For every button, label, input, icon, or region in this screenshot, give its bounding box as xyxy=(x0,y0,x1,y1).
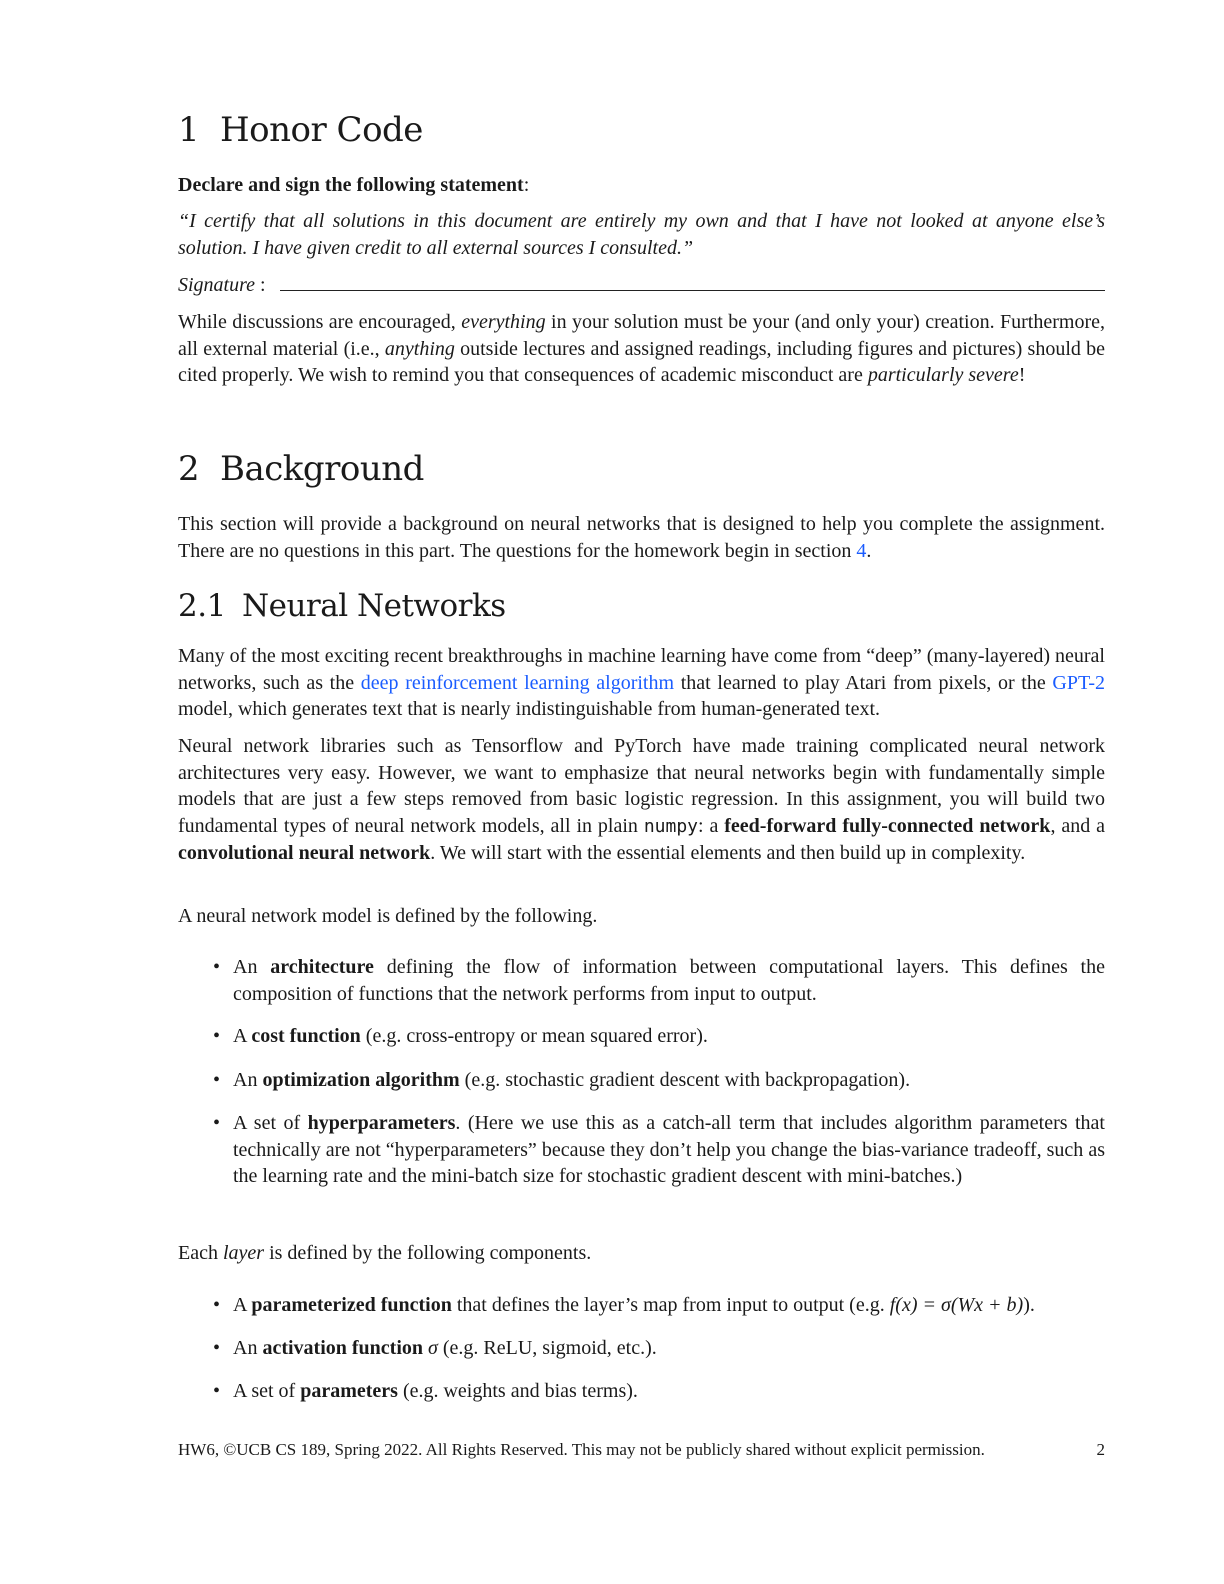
text: A xyxy=(233,1025,252,1047)
text: A set of xyxy=(233,1380,301,1402)
bullet-icon: • xyxy=(213,1294,221,1316)
text: model, which generates text that is nearly indistinguishable from human-generated text. xyxy=(178,698,881,720)
text: that defines the layer’s map from input to output (e.g. xyxy=(451,1294,890,1316)
text: A set of xyxy=(233,1112,308,1134)
bold-term: convolutional neural network xyxy=(178,842,431,864)
bold-term: cost function xyxy=(251,1025,361,1047)
text: . (Here we use this as a catch-all term that includes algorithm parameters that technically are not “hyperparameters” because they don’t help you change the bias-variance tradeoff, such as the learning rate and the mini-batch size for stochastic gradient descent with mini-batches.) xyxy=(233,1112,1105,1187)
text: . xyxy=(866,539,872,562)
bullet-icon: • xyxy=(213,1337,221,1359)
list-item xyxy=(213,1378,1105,1405)
section-title: Honor Code xyxy=(220,110,423,150)
text: While discussions are encouraged, xyxy=(178,311,462,333)
section-2-1-heading xyxy=(178,588,506,624)
signature-row xyxy=(178,272,1105,299)
section-2-heading xyxy=(178,449,424,489)
quote-text: “I certify that all solutions in this document are entirely my own and that I have not looked at anyone else’s solution. I have given credit to all external sources I consulted.” xyxy=(178,210,1105,259)
footer-text: HW6, ©UCB CS 189, Spring 2022. All Rights Reserved. This may not be publicly shared without explicit permission. xyxy=(178,1440,985,1459)
section-number: 2 xyxy=(178,449,200,489)
declare-colon: : xyxy=(523,174,530,196)
bullet-icon: • xyxy=(213,956,221,978)
section-number: 2.1 xyxy=(178,588,226,624)
text: ! xyxy=(1018,364,1026,386)
list-item xyxy=(213,1110,1105,1190)
page-number: 2 xyxy=(1096,1440,1105,1459)
gpt2-link[interactable]: GPT-2 xyxy=(1052,671,1106,694)
bold-term: feed-forward fully-connected network xyxy=(724,814,1051,837)
text: : a xyxy=(698,814,725,837)
signature-line[interactable] xyxy=(280,290,1105,291)
list-item xyxy=(213,1023,1105,1050)
bullet-icon: • xyxy=(213,1025,221,1047)
bold-term: parameters xyxy=(300,1380,398,1402)
declare-heading xyxy=(178,172,1105,199)
list-item xyxy=(213,1292,1105,1319)
text: outside lectures and assigned readings, including figures and pictures) should be cited properly. We wish to remind you that consequences of academic misconduct are xyxy=(178,337,1105,386)
nn-paragraph-2 xyxy=(178,733,1105,867)
bullet-icon: • xyxy=(213,1112,221,1134)
text: defining the flow of information between computational layers. This defines the composition of functions that the network performs from input to output. xyxy=(233,956,1105,1005)
bold-term: optimization algorithm xyxy=(262,1069,460,1091)
text: ). xyxy=(1023,1294,1035,1316)
text: in your solution must be your (and only your) creation. Furthermore, all external material (i.e., xyxy=(178,311,1105,360)
page-footer xyxy=(178,1440,1105,1460)
text: . We will start with the essential elements and then build up in complexity. xyxy=(430,842,1026,864)
bullet-icon: • xyxy=(213,1069,221,1091)
text: An xyxy=(233,956,271,978)
bold-term: activation function xyxy=(262,1337,424,1359)
list-item xyxy=(213,1335,1105,1362)
honor-paragraph xyxy=(178,309,1105,389)
section-1-heading xyxy=(178,110,423,150)
section-title: Background xyxy=(220,449,424,489)
text: (e.g. ReLU, sigmoid, etc.). xyxy=(437,1337,657,1359)
signature-colon: : xyxy=(255,274,266,296)
bullet-icon: • xyxy=(213,1380,221,1402)
deep-rl-link[interactable]: deep reinforcement learning algorithm xyxy=(360,671,675,694)
nn-paragraph-1 xyxy=(178,643,1105,723)
text: (e.g. stochastic gradient descent with backpropagation). xyxy=(459,1069,911,1091)
layer-intro xyxy=(178,1240,1105,1267)
section-number: 1 xyxy=(178,110,200,150)
text: (e.g. cross-entropy or mean squared error). xyxy=(360,1025,708,1047)
section-4-link[interactable]: 4 xyxy=(856,539,867,562)
bold-term: parameterized function xyxy=(251,1294,452,1316)
emphasis: particularly severe xyxy=(867,364,1019,386)
text: An xyxy=(233,1337,263,1359)
background-paragraph xyxy=(178,511,1105,564)
text: that learned to play Atari from pixels, or the xyxy=(674,671,1053,694)
text: is defined by the following components. xyxy=(264,1242,592,1264)
text: (e.g. weights and bias terms). xyxy=(397,1380,638,1402)
text: Each xyxy=(178,1242,223,1264)
text: An xyxy=(233,1069,263,1091)
list-item xyxy=(213,954,1105,1007)
bold-term: hyperparameters xyxy=(307,1112,456,1134)
math-expression: f(x) = σ(Wx + b) xyxy=(889,1294,1024,1316)
declare-bold: Declare and sign the following statement xyxy=(178,174,524,196)
emphasis: anything xyxy=(384,337,455,360)
text: This section will provide a background on neural networks that is designed to help you complete the assignment. There are no questions in this part. The questions for the homework begin in section xyxy=(178,513,1105,562)
text: Many of the most exciting recent breakthroughs in machine learning have come from “deep” (many-layered) neural networks, such as the xyxy=(178,645,1105,694)
model-intro: A neural network model is defined by the following. xyxy=(178,905,598,927)
emphasis: layer xyxy=(222,1242,265,1264)
code-numpy: numpy xyxy=(643,815,698,837)
section-title: Neural Networks xyxy=(242,588,506,624)
text: Neural network libraries such as Tensorflow and PyTorch have made training complicated neural network architectures very easy. However, we want to emphasize that neural networks begin with fundamentally simple models that are just a few steps removed from basic logistic regression. In this assignment, you will build two fundamental types of neural network models, all in plain xyxy=(178,735,1105,837)
signature-label: Signature xyxy=(178,274,256,296)
text: , and a xyxy=(1050,814,1106,837)
emphasis: everything xyxy=(461,311,546,333)
honor-quote xyxy=(178,208,1105,261)
math-expression: σ xyxy=(428,1337,438,1359)
bold-term: architecture xyxy=(270,956,374,978)
list-item xyxy=(213,1067,1105,1094)
text: A xyxy=(233,1294,252,1316)
